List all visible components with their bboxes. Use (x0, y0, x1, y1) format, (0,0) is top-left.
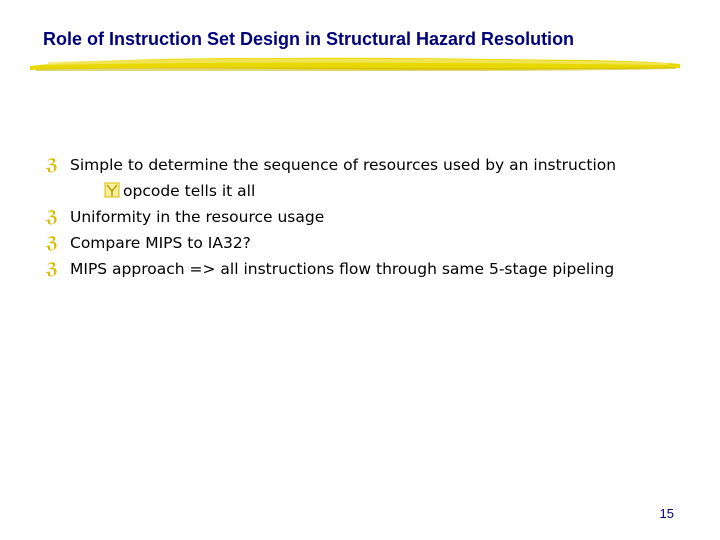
bullet-list (44, 152, 684, 282)
bullet-item (44, 230, 684, 256)
bullet-text: MIPS approach => all instructions flow through same 5-stage pipeling (70, 260, 615, 278)
z-bullet-icon: ℨ (45, 207, 59, 226)
y-checkbox-bullet-icon (104, 178, 120, 204)
title-underline-brushstroke (28, 50, 682, 76)
page-number: 15 (659, 506, 674, 521)
bullet-text: opcode tells it all (123, 182, 256, 200)
bullet-text: Uniformity in the resource usage (70, 208, 325, 226)
z-bullet-icon: ℨ (45, 233, 59, 252)
sub-bullet-item (44, 178, 684, 204)
z-bullet-icon: ℨ (45, 155, 59, 174)
bullet-text: Compare MIPS to IA32? (70, 234, 251, 252)
bullet-item (44, 256, 684, 282)
z-bullet-icon: ℨ (45, 259, 59, 278)
bullet-item (44, 152, 684, 178)
bullet-item (44, 204, 684, 230)
slide-title: Role of Instruction Set Design in Structural Hazard Resolution (43, 29, 575, 49)
bullet-text: Simple to determine the sequence of resources used by an instruction (70, 156, 617, 174)
